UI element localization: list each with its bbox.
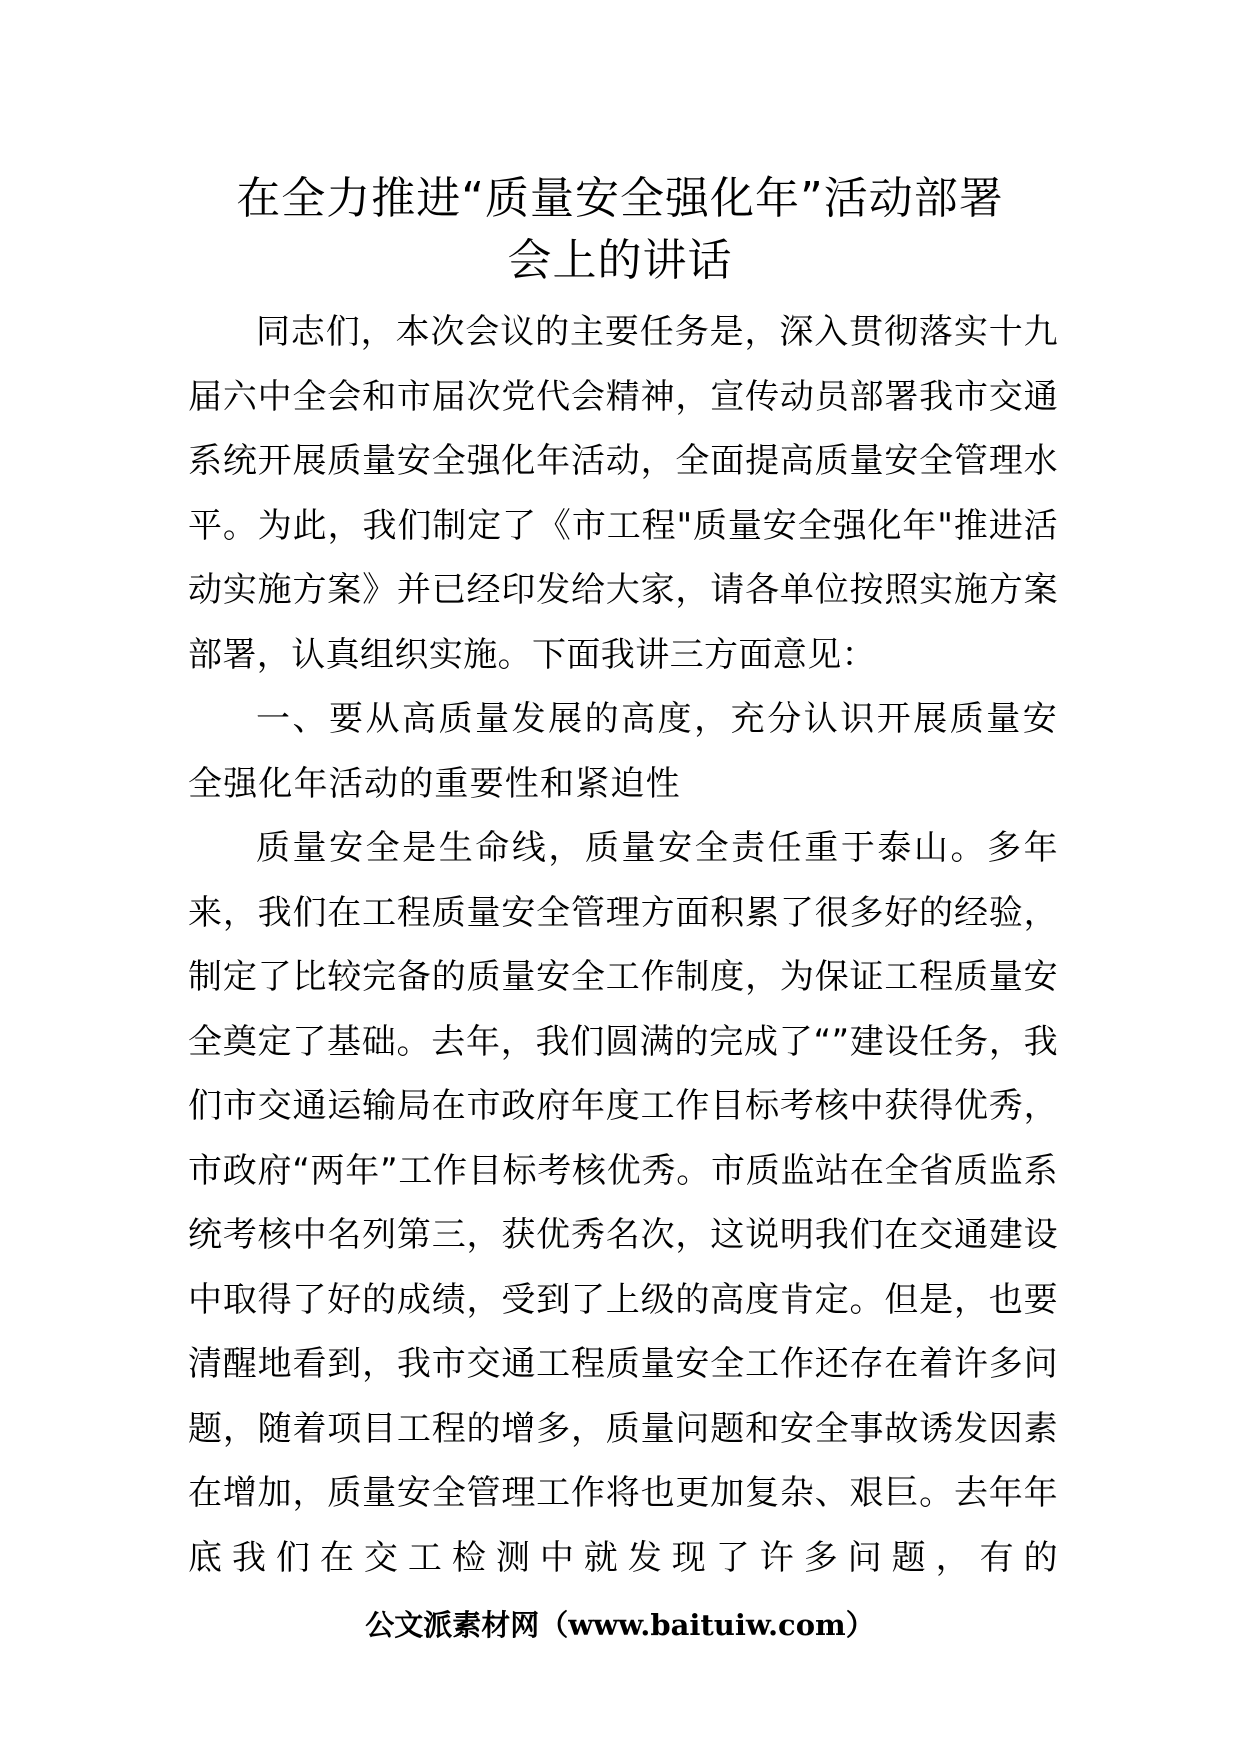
title-line-1: 在全力推进“质量安全强化年”活动部署 — [236, 173, 1004, 224]
page-title — [150, 168, 1090, 292]
paragraph-quality-safety: 质量安全是生命线，质量安全责任重于泰山。多年来，我们在工程质量安全管理方面积累了很多好的经验，制定了比较完备的质量安全工作制度，为保证工程质量安全奠定了基础。去年，我们圆满的完成了“”建设任务，我们市交通运输局在市政府年度工作目标考核中获得优秀，市政府“两年”工作目标考核优秀。市质监站在全省质监系统考核中名列第三，获优秀名次，这说明我们在交通建设中取得了好的成绩，受到了上级的高度肯定。但是，也要清醒地看到，我市交通工程质量安全工作还存在着许多问题，随着项目工程的增多，质量问题和安全事故诱发因素在增加，质量安全管理工作将也更加复杂、艰巨。去年年底我们在交工检测中就发现了许多问题，有的 — [188, 828, 1058, 1578]
section-heading-1: 一、要从高质量发展的高度，充分认识开展质量安全强化年活动的重要性和紧迫性 — [188, 699, 1058, 804]
document-body — [188, 300, 1058, 1590]
paragraph-intro: 同志们，本次会议的主要任务是，深入贯彻落实十九届六中全会和市届次党代会精神，宣传动员部署我市交通系统开展质量安全强化年活动，全面提高质量安全管理水平。为此，我们制定了《市工程"质量安全强化年"推进活动实施方案》并已经印发给大家，请各单位按照实施方案部署，认真组织实施。下面我讲三方面意见： — [188, 312, 1058, 675]
title-line-2: 会上的讲话 — [507, 235, 733, 286]
footer-watermark: 公文派素材网（www.baituiw.com） — [365, 1608, 875, 1642]
